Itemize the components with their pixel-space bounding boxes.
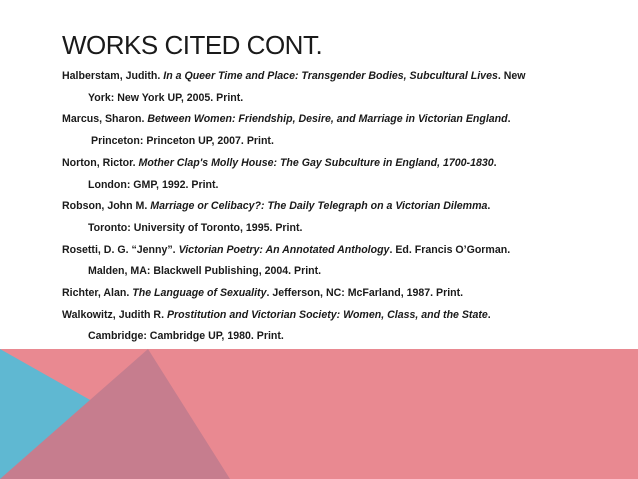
citation-continuation: Malden, MA: Blackwell Publishing, 2004. Print. — [88, 265, 322, 278]
citation-first-line — [62, 109, 622, 131]
citation-author: Walkowitz, Judith R. — [62, 308, 167, 321]
citation-detail: . New — [497, 70, 526, 82]
citation-author: Marcus, Sharon. — [62, 113, 148, 126]
citation-norton — [62, 153, 622, 196]
citation-work-title: Between Women: Friendship, Desire, and Marriage in Victorian England — [147, 113, 508, 126]
citation-author: Norton, Rictor. — [62, 156, 139, 169]
citation-first-line — [62, 240, 622, 262]
citation-detail: . — [487, 308, 491, 321]
citation-robson — [62, 196, 622, 239]
citation-work-title: Mother Clap's Molly House: The Gay Subculture in England, 1700-1830 — [138, 156, 494, 169]
citation-continuation: Princeton: Princeton UP, 2007. Print. — [91, 135, 274, 148]
citation-work-title: Victorian Poetry: An Annotated Anthology — [178, 243, 390, 256]
citation-detail: . — [507, 113, 511, 126]
citation-continuation: Cambridge: Cambridge UP, 1980. Print. — [88, 330, 284, 343]
decorative-footer-shapes — [0, 349, 638, 479]
citation-author: Robson, John M. — [62, 200, 151, 213]
citation-first-line — [62, 66, 622, 88]
citation-continuation: London: GMP, 1992. Print. — [88, 178, 219, 191]
citation-detail: . — [487, 200, 491, 213]
citation-detail: . Jefferson, NC: McFarland, 1987. Print. — [266, 287, 464, 300]
citation-walkowitz — [62, 305, 622, 348]
citation-first-line — [62, 283, 622, 305]
citation-first-line — [62, 305, 622, 327]
citation-work-title: The Language of Sexuality — [132, 287, 267, 300]
citation-rosetti — [62, 240, 622, 283]
works-cited-list — [62, 66, 622, 348]
citation-author: Rosetti, D. G. “Jenny”. — [62, 243, 179, 256]
citation-first-line — [62, 196, 622, 218]
citation-author: Halberstam, Judith. — [62, 70, 164, 82]
citation-work-title: Marriage or Celibacy?: The Daily Telegraph on a Victorian Dilemma — [150, 200, 488, 213]
citation-continuation: Toronto: University of Toronto, 1995. Print. — [88, 221, 303, 234]
citation-author: Richter, Alan. — [62, 287, 133, 300]
citation-richter — [62, 283, 622, 305]
citation-detail: . Ed. Francis O’Gorman. — [389, 243, 511, 256]
citation-work-title: Prostitution and Victorian Society: Women, Class, and the State — [166, 308, 488, 321]
citation-continuation: York: New York UP, 2005. Print. — [88, 91, 244, 104]
citation-marcus — [62, 109, 622, 152]
slide-title: WORKS CITED CONT. — [62, 30, 323, 60]
citation-halberstam — [62, 66, 622, 109]
citation-work-title: In a Queer Time and Place: Transgender Bodies, Subcultural Lives — [163, 70, 498, 82]
citation-detail: . — [493, 156, 497, 169]
citation-first-line — [62, 153, 622, 175]
